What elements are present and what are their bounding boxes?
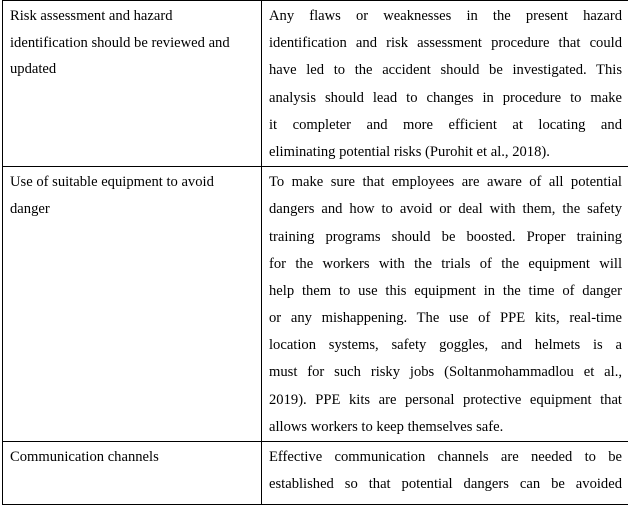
cell-text-line: identification should be reviewed and — [10, 30, 255, 57]
cell-text-line: Use of suitable equipment to avoid — [10, 169, 255, 196]
table-cell-measure — [3, 167, 262, 442]
cell-text-line: training programs should be boosted. Proper training — [269, 224, 622, 251]
cell-text-line: help them to use this equipment in the time of danger — [269, 278, 622, 305]
recommendations-table — [2, 0, 628, 505]
cell-text-line: updated — [10, 56, 255, 83]
table-row — [3, 1, 628, 167]
cell-text-line: location systems, safety goggles, and helmets is a — [269, 332, 622, 359]
cell-text-line: identification and risk assessment procedure that could — [269, 30, 622, 57]
cell-text-line: established so that potential dangers can be avoided — [269, 471, 622, 498]
cell-text-line: have led to the accident should be investigated. This — [269, 57, 622, 84]
table-cell-measure — [3, 442, 262, 505]
cell-text-line: it completer and more efficient at locating and — [269, 112, 622, 139]
cell-text-line: for the workers with the trials of the equipment will — [269, 251, 622, 278]
cell-text-line: Communication channels — [10, 444, 255, 471]
cell-text-line: 2019). PPE kits are personal protective equipment that — [269, 387, 622, 414]
cell-text-line: dangers and how to avoid or deal with them, the safety — [269, 196, 622, 223]
table-cell-description — [262, 442, 628, 505]
table-row — [3, 442, 628, 505]
cell-text-line: eliminating potential risks (Purohit et al., 2018). — [269, 139, 622, 166]
cell-text-line: Effective communication channels are needed to be — [269, 444, 622, 471]
table-cell-description — [262, 1, 628, 167]
cell-text-line: must for such risky jobs (Soltanmohammadlou et al., — [269, 359, 622, 386]
cell-text-line: Risk assessment and hazard — [10, 3, 255, 30]
table-cell-description — [262, 167, 628, 442]
cell-text-line: danger — [10, 196, 255, 223]
table-cell-measure — [3, 1, 262, 167]
table-row — [3, 167, 628, 442]
cell-text-line: analysis should lead to changes in procedure to make — [269, 85, 622, 112]
cell-text-line: To make sure that employees are aware of all potential — [269, 169, 622, 196]
cell-text-line: Any flaws or weaknesses in the present hazard — [269, 3, 622, 30]
cell-text-line: allows workers to keep themselves safe. — [269, 414, 622, 441]
cell-text-line: or any mishappening. The use of PPE kits, real-time — [269, 305, 622, 332]
